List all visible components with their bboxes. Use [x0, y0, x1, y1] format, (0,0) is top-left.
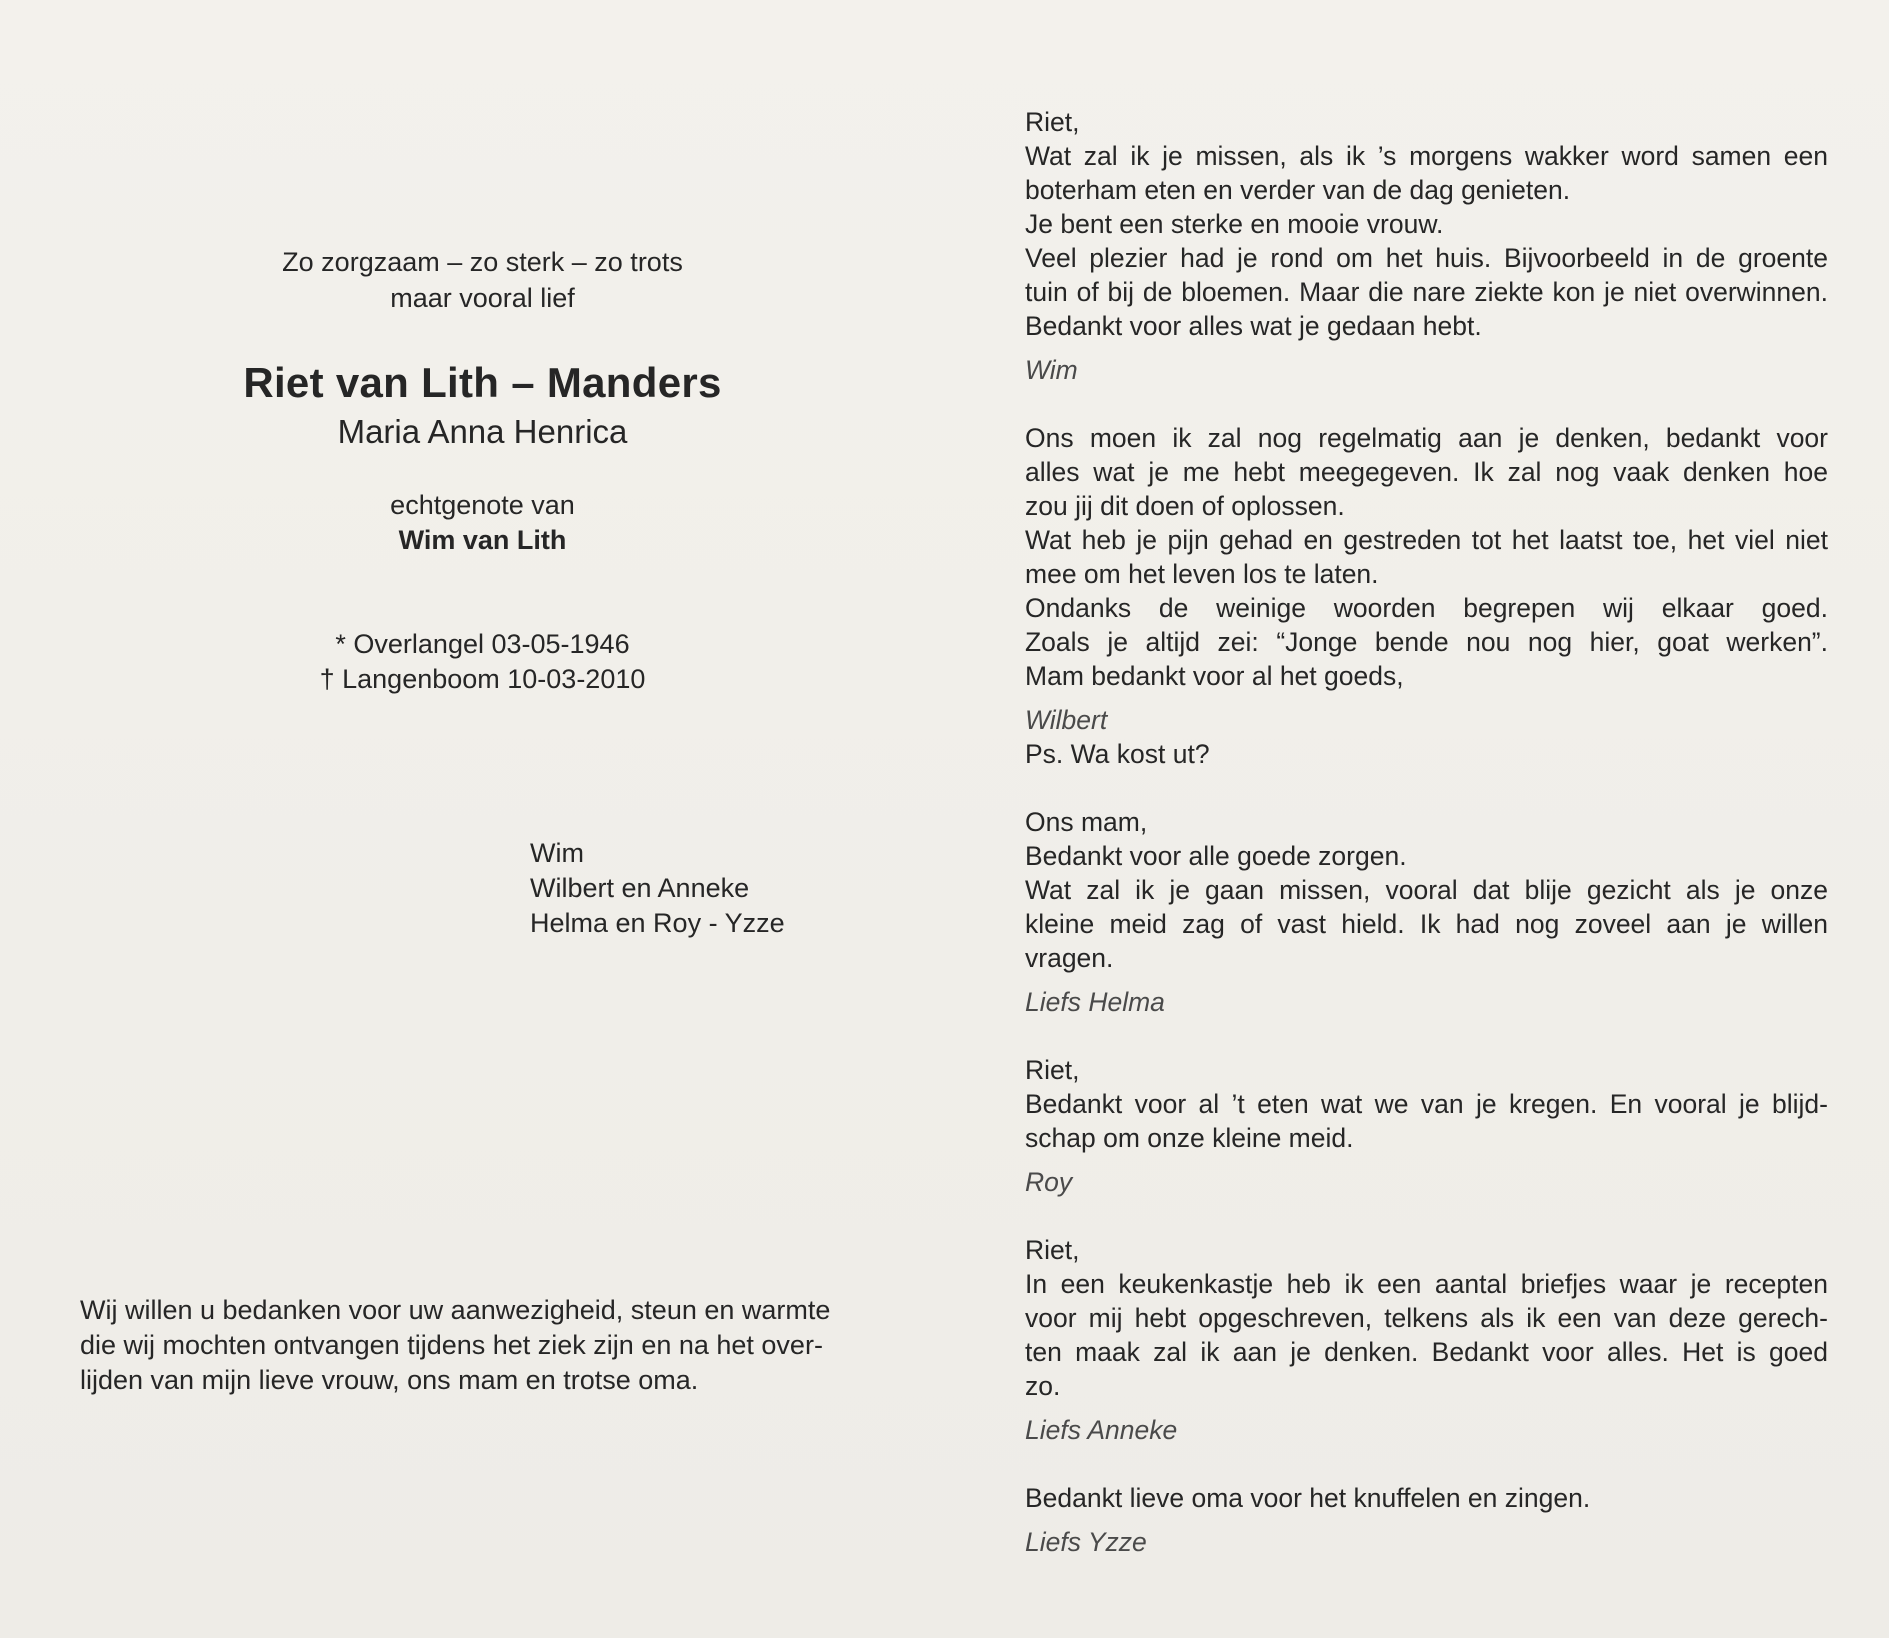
message-helma: [1025, 805, 1828, 1019]
message-signature: Liefs Yzze: [1025, 1527, 1147, 1557]
message-line: boterham eten en verder van de dag genieten.: [1025, 175, 1571, 205]
message-line: Bedankt lieve oma voor het knuffelen en zingen.: [1025, 1483, 1591, 1513]
name-block: [0, 355, 965, 453]
spacer: [1025, 1447, 1828, 1481]
thanks-line: die wij mochten ontvangen tijdens het ziek zijn en na het over-: [80, 1330, 823, 1360]
message-line: Je bent een sterke en mooie vrouw.: [1025, 209, 1444, 239]
spouse-block: [0, 488, 965, 558]
thanks-note: [80, 1293, 880, 1398]
message-line: Zoals je altijd zei: “Jonge bende nou nog hier, goat werken”.: [1025, 627, 1828, 657]
message-line: ten maak zal ik aan je denken. Bedankt voor alles. Het is goed: [1025, 1337, 1828, 1367]
message-line: Veel plezier had je rond om het huis. Bijvoorbeeld in de groente: [1025, 243, 1828, 273]
spacer: [1025, 771, 1828, 805]
message-line: alles wat je me hebt meegegeven. Ik zal nog vaak denken hoe: [1025, 457, 1828, 487]
family-list: [530, 836, 785, 941]
message-line: Riet,: [1025, 1235, 1080, 1265]
message-line: Riet,: [1025, 1055, 1080, 1085]
thanks-line: lijden van mijn lieve vrouw, ons mam en trotse oma.: [80, 1365, 699, 1395]
message-postscript: Ps. Wa kost ut?: [1025, 739, 1210, 769]
spacer: [1025, 387, 1828, 421]
message-line: kleine meid zag of vast hield. Ik had nog zoveel aan je willen: [1025, 909, 1828, 939]
thanks-line: Wij willen u bedanken voor uw aanwezigheid, steun en warmte: [80, 1295, 831, 1325]
message-line: vragen.: [1025, 943, 1114, 973]
message-signature: Liefs Anneke: [1025, 1415, 1178, 1445]
family-member: Helma en Roy - Yzze: [530, 908, 785, 938]
spacer: [1025, 1199, 1828, 1233]
death-line: † Langenboom 10-03-2010: [319, 664, 646, 694]
message-wilbert: [1025, 421, 1828, 771]
spouse-name: Wim van Lith: [398, 525, 567, 555]
message-signature: Liefs Helma: [1025, 987, 1165, 1017]
message-line: zo.: [1025, 1371, 1061, 1401]
message-line: voor mij hebt opgeschreven, telkens als ik een van deze gerech-: [1025, 1303, 1828, 1333]
message-line: Ons moen ik zal nog regelmatig aan je denken, bedankt voor: [1025, 423, 1828, 453]
family-member: Wim: [530, 838, 584, 868]
message-line: Bedankt voor alle goede zorgen.: [1025, 841, 1407, 871]
motto: [0, 244, 965, 316]
message-line: Bedankt voor al ’t eten wat we van je kregen. En vooral je blijd-: [1025, 1089, 1828, 1119]
message-line: Wat zal ik je missen, als ik ’s morgens wakker word samen een: [1025, 141, 1828, 171]
message-signature: Wilbert: [1025, 705, 1108, 735]
message-line: Riet,: [1025, 107, 1080, 137]
message-line: Ons mam,: [1025, 807, 1148, 837]
motto-line: maar vooral lief: [390, 283, 575, 313]
message-line: Wat heb je pijn gehad en gestreden tot het laatst toe, het viel niet: [1025, 525, 1828, 555]
message-signature: Roy: [1025, 1167, 1073, 1197]
given-names: Maria Anna Henrica: [337, 413, 628, 450]
messages-panel: [1025, 105, 1828, 1559]
spacer: [1025, 1019, 1828, 1053]
message-yzze: [1025, 1481, 1828, 1559]
message-line: Wat zal ik je gaan missen, vooral dat blije gezicht als je onze: [1025, 875, 1828, 905]
message-line: tuin of bij de bloemen. Maar die nare ziekte kon je niet overwinnen.: [1025, 277, 1828, 307]
deceased-name: Riet van Lith – Manders: [243, 359, 722, 406]
message-line: Mam bedankt voor al het goeds,: [1025, 661, 1404, 691]
message-line: schap om onze kleine meid.: [1025, 1123, 1354, 1153]
birth-line: * Overlangel 03-05-1946: [335, 629, 630, 659]
message-wim: [1025, 105, 1828, 387]
family-member: Wilbert en Anneke: [530, 873, 750, 903]
message-roy: [1025, 1053, 1828, 1199]
message-signature: Wim: [1025, 355, 1078, 385]
message-anneke: [1025, 1233, 1828, 1447]
message-line: Ondanks de weinige woorden begrepen wij elkaar goed.: [1025, 593, 1828, 623]
message-line: In een keukenkastje heb ik een aantal briefjes waar je recepten: [1025, 1269, 1828, 1299]
message-line: Bedankt voor alles wat je gedaan hebt.: [1025, 311, 1482, 341]
message-line: zou jij dit doen of oplossen.: [1025, 491, 1345, 521]
dates-block: [0, 627, 965, 697]
motto-line: Zo zorgzaam – zo sterk – zo trots: [282, 247, 683, 277]
message-line: mee om het leven los te laten.: [1025, 559, 1379, 589]
spouse-label: echtgenote van: [390, 490, 575, 520]
